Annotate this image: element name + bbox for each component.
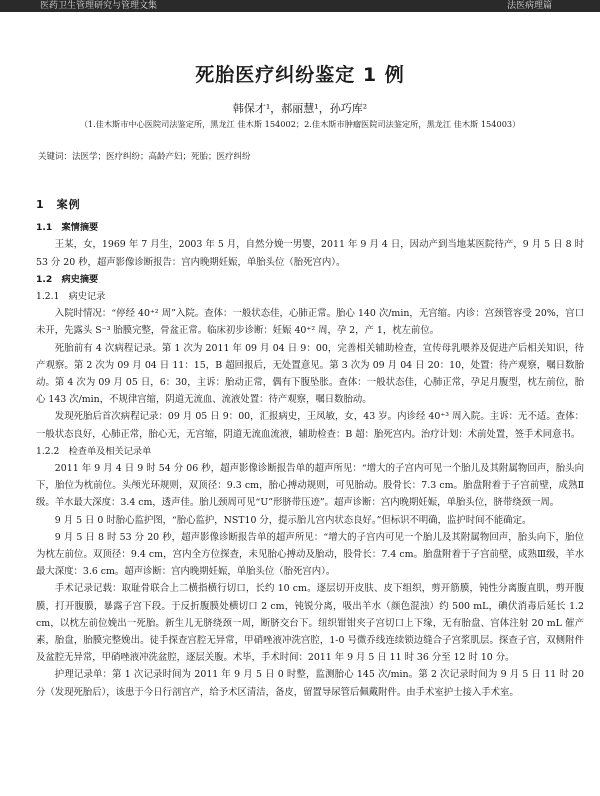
- subsection-heading-history: 1.2 病史摘要: [36, 273, 99, 285]
- subsubsection-heading-exams: 1.2.2 检查单及相关记录单: [36, 445, 152, 457]
- paragraph-ultrasound-1: 2011 年 9 月 4 日 9 时 54 分 06 秒，超声影像诊断报告单的超声所见：“增大的子宫内可见一个胎儿及其附属物回声，胎头向下，胎位为枕前位。头颅光环规则，双顶径：9.3 cm，胎心搏动规则，可见胎动。股骨长：7.3 cm。胎盘附着于子宫前壁，成熟Ⅱ级。羊水最大深度：3.4 cm，透声佳。胎儿颈周可见“U”形脐带压迹”。超声诊断：宫内晚期妊娠，单胎头位，脐带绕颈一周。: [36, 463, 584, 509]
- paragraph-first-record-after: 发现死胎后首次病程记录：09 月 05 日 9：00，汇报病史，王凤敏，女，43 岁。内诊经 40⁺³ 周入院。主诉：无不适。查体：一般状态良好，心肺正常，胎心无，无宫缩，阴道无流血流液，辅助检查：B 超：胎死宫内。治疗计划：术前处置，签手术同意书。: [36, 411, 584, 440]
- paragraph-nursing-record: 护理记录单：第 1 次记录时间为 2011 年 9 月 5 日 0 时整，监测胎心 145 次/min。第 2 次记录时间为 9 月 5 日 11 时 20 分（发现死胎后），该患于今日行剖宫产，给予术区清洁，备皮，留置导尿管后佩戴附件。由手术室护士接入手术室。: [36, 669, 584, 698]
- running-header-left: 医药卫生管理研究与管理文集: [40, 1, 158, 11]
- running-header-bar: [0, 0, 600, 12]
- section-heading-case: 1 案例: [36, 198, 81, 211]
- paper-title: 死胎医疗纠纷鉴定 1 例: [195, 64, 405, 86]
- paragraph-case-summary: 王某，女，1969 年 7 月生，2003 年 5 月，自然分娩一男婴，2011 年 9 月 4 日，因动产到当地某医院待产，9 月 5 日 8 时 53 分 20 秒，超声影像诊断报告：宫内晚期妊娠，单胎头位（胎死宫内）。: [36, 239, 584, 268]
- paragraph-ultrasound-2: 9 月 5 日 8 时 53 分 20 秒，超声影像诊断报告单的超声所见：“增大的子宫内可见一个胎儿及其附属物回声，胎头向下，胎位为枕左前位。双顶径：9.4 cm，宫内全方位探查，未见胎心搏动及胎动，股骨长：7.4 cm。胎盘附着于子宫前壁，成熟Ⅲ级，羊水最大深度：3.6 cm。超声诊断：宫内晚期妊娠，单胎头位（胎死宫内）。: [36, 531, 584, 578]
- subsection-heading-case-summary: 1.1 案情摘要: [36, 222, 99, 234]
- paragraph-admission: 入院时情况：“停经 40⁺² 周”入院。查体：一般状态佳，心肺正常。胎心 140 次/min，无宫缩。内诊：宫颈管容受 20%，宫口未开，先露头 S⁻³ 胎膜完整，骨盆正常。临床初步诊断：妊娠 40⁺² 周，孕 2，产 1，枕左前位。: [36, 308, 584, 337]
- paper-authors: 韩保才¹，郝丽慧¹，孙巧库²: [232, 102, 368, 115]
- subsubsection-heading-records: 1.2.1 病史记录: [36, 291, 106, 303]
- paragraph-surgery-record: 手术记录记载：取耻骨联合上二横指横行切口，长约 10 cm。逐层切开皮肤、皮下组织，剪开筋膜，钝性分离腹直肌，剪开腹膜，打开腹膜，暴露子宫下段。于反折腹膜处横切口 2 cm，钝锐分离，吸出羊水（颜色混浊）约 500 mL，碘伏消毒后延长 1.2 cm，以枕左前位娩出一死胎。新生儿无脐绕颈一周，断脐交台下。纽织钳钳夹子宫切口上下缘，无有胎盘、宫体注射 20 mL 催产素，胎盘，胎膜完整娩出。徒手探查宫腔无异常，甲硝唑液冲洗宫腔，1-0 号微乔线连续锁边缝合子宫浆肌层。探查子宫，双侧附件及盆腔无异常，甲硝唑液冲洗盆腔，逐层关腹。术毕，手术时间：2011 年 9 月 5 日 11 时 36 分至 12 时 10 分。: [36, 583, 584, 664]
- article-body: [36, 196, 584, 701]
- keywords: 关键词：法医学；医疗纠纷；高龄产妇；死胎；医疗纠纷: [38, 152, 251, 162]
- paragraph-fetal-monitor: 9 月 5 日 0 时胎心监护图，“胎心监护，NST10 分，提示胎儿宫内状态良好。”但标识不明确，监护时间不能确定。: [54, 514, 532, 526]
- author-affiliation: （1.佳木斯市中心医院司法鉴定所，黑龙江 佳木斯 154002；2.佳木斯市肿瘤医院司法鉴定所，黑龙江 佳木斯 154003）: [79, 119, 521, 129]
- running-header-right: 法医病理篇: [506, 1, 552, 11]
- paragraph-course-records: 死胎前有 4 次病程记录。第 1 次为 2011 年 09 月 04 日 9：00，完善相关辅助检查，宣传母乳喂养及促进产后相关知识，待产观察。第 2 次为 09 月 04 日 11：15，B 超回报后，无处置意见。第 3 次为 09 月 04 日 20：10，处置：待产观察，嘱日数胎动。第 4 次为 09 月 05 日，6：30，主诉：胎动正常，偶有下腹坠胀。查体：一般状态佳，心肺正常，孕足月腹型，枕左前位，胎心 143 次/min，不规律宫缩，阴道无流血、流液处置：待产观察，嘱日数胎动。: [36, 342, 584, 406]
